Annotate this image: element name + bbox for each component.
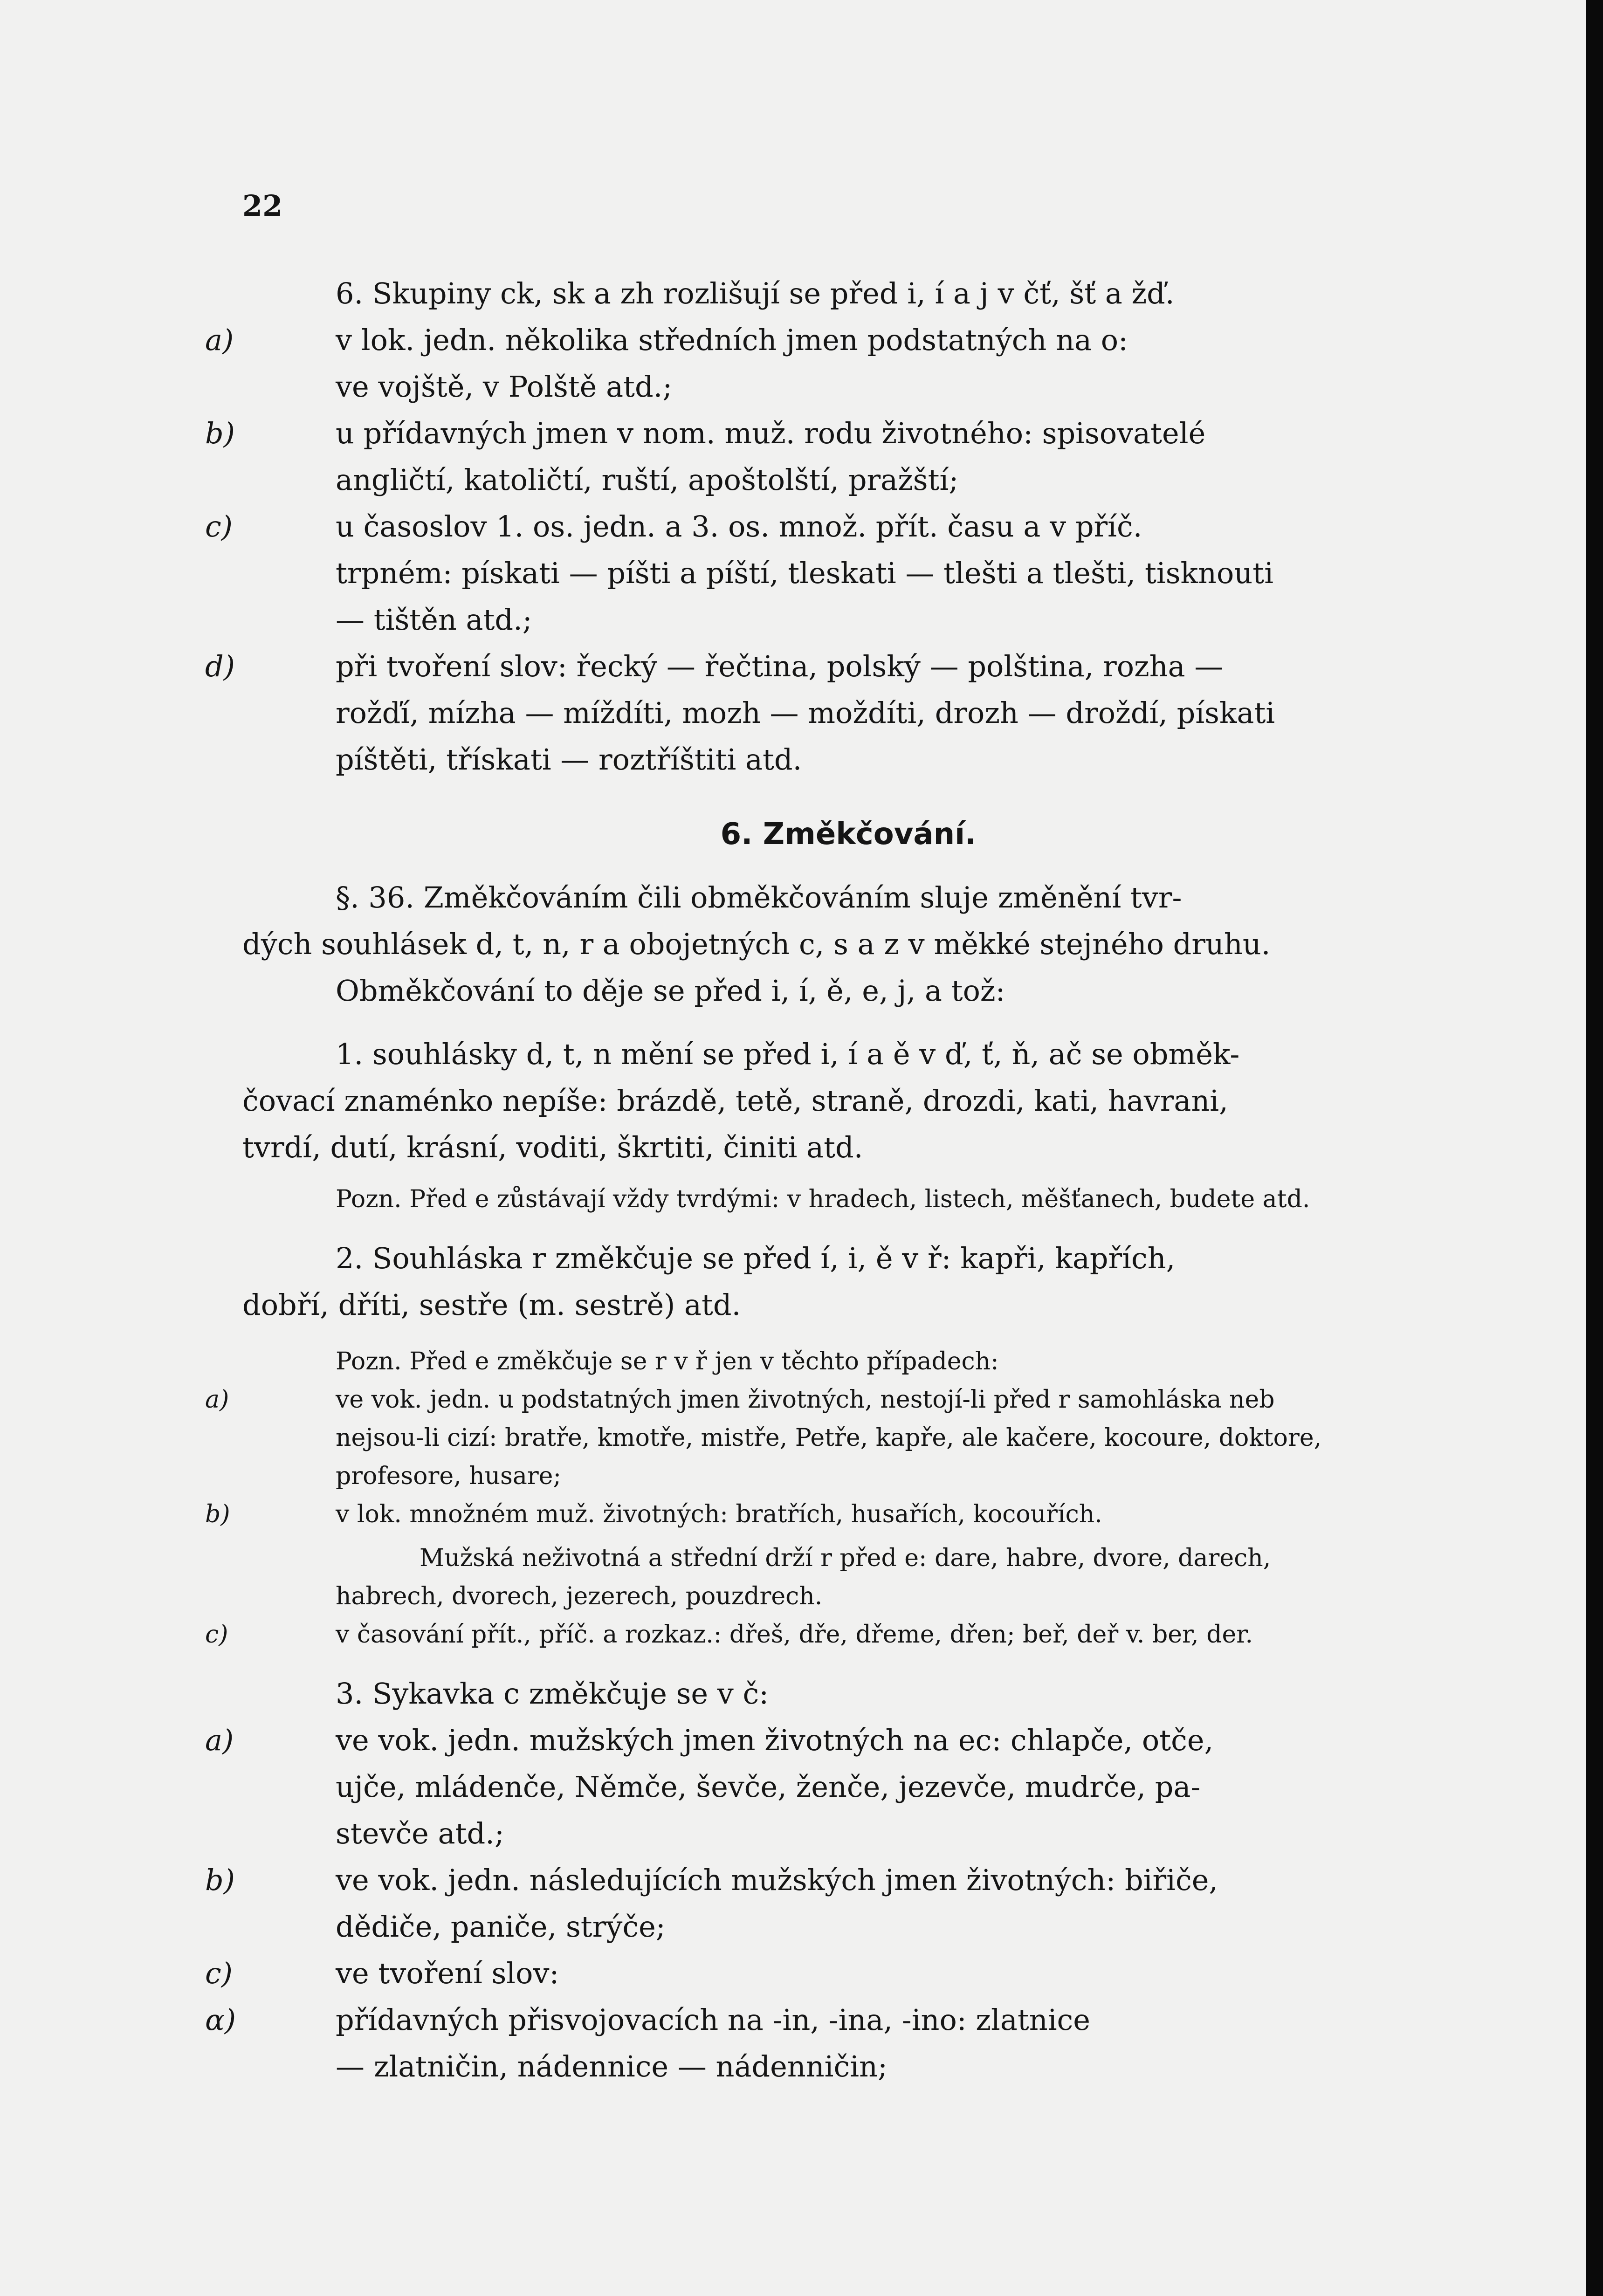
text-line: ve vok. jedn. následujících mužských jmen životných: biřiče, — [336, 1863, 1218, 1897]
text-line: čovací znaménko nepíše: brázdě, tetě, straně, drozdi, kati, havrani, — [242, 1084, 1228, 1118]
text-line: 6. Skupiny ck, sk a zh rozlišují se před i, í a j v čť, šť a žď. — [336, 276, 1175, 310]
note-2 — [205, 1342, 1454, 1654]
point-2 — [242, 1235, 1454, 1328]
text-line: Pozn. Před e zůstávají vždy tvrdými: v hradech, listech, měšťanech, budete atd. — [336, 1185, 1310, 1213]
list-item — [205, 1950, 1454, 1997]
list-item — [205, 410, 1454, 503]
text-line: habrech, dvorech, jezerech, pouzdrech. — [336, 1582, 823, 1610]
text-line: dobří, dříti, sestře (m. sestrě) atd. — [242, 1288, 741, 1322]
list-marker: c) — [205, 1621, 228, 1649]
text-line: dých souhlásek d, t, n, r a obojetných c, s a z v měkké stejného druhu. — [242, 927, 1271, 961]
list-item — [205, 643, 1454, 783]
text-line: stevče atd.; — [336, 1816, 504, 1850]
text-line: v časování přít., příč. a rozkaz.: dřeš, dře, dřeme, dřen; beř, deř v. ber, der. — [336, 1621, 1253, 1649]
text-line: tvrdí, dutí, krásní, voditi, škrtiti, činiti atd. — [242, 1130, 863, 1164]
text-line: v lok. množném muž. životných: bratřích, husařích, kocouřích. — [336, 1500, 1102, 1528]
list-marker: a) — [205, 1386, 229, 1414]
text-line: profesore, husare; — [336, 1462, 561, 1490]
list-marker: d) — [205, 649, 235, 683]
text-line: dědiče, paniče, strýče; — [336, 1910, 666, 1944]
text-line: 1. souhlásky d, t, n mění se před i, í a ě v ď, ť, ň, ač se obměk- — [336, 1037, 1240, 1071]
paragraph-36 — [242, 874, 1454, 968]
page-text — [205, 270, 1454, 2090]
note-extra — [242, 1539, 1454, 1615]
text-line: — zlatničin, nádennice — nádenničin; — [336, 2049, 887, 2083]
text-line: ve tvoření slov: — [336, 1956, 559, 1990]
text-line: angličtí, katoličtí, ruští, apoštolští, pražští; — [336, 463, 959, 497]
section-6-intro — [242, 270, 1454, 317]
text-line: — tištěn atd.; — [336, 603, 532, 637]
text-line: ujče, mládenče, Němče, ševče, ženče, jezevče, mudrče, pa- — [336, 1770, 1201, 1804]
list-marker: α) — [205, 2003, 236, 2037]
text-line: Obměkčování to děje se před i, í, ě, e, j, a tož: — [336, 974, 1005, 1008]
list-marker: b) — [205, 1863, 235, 1897]
list-marker: b) — [205, 1500, 230, 1528]
text-line: ve vok. jedn. u podstatných jmen životných, nestojí-li před r samohláska neb — [336, 1386, 1275, 1414]
note-1 — [242, 1180, 1454, 1218]
text-line: v lok. jedn. několika středních jmen podstatných na o: — [336, 323, 1128, 357]
text-line: při tvoření slov: řecký — řečtina, polský — polština, rozha — — [336, 649, 1224, 683]
list-marker: b) — [205, 416, 235, 450]
sub-list-item — [205, 1997, 1454, 2090]
page-number: 22 — [242, 189, 283, 223]
text-line: §. 36. Změkčováním čili obměkčováním sluje změnění tvr- — [336, 880, 1182, 914]
point-3 — [205, 1670, 1454, 2090]
list-marker: a) — [205, 1723, 234, 1757]
text-line: nejsou-li cizí: bratře, kmotře, mistře, Petře, kapře, ale kačere, kocoure, doktore, — [336, 1424, 1322, 1452]
text-line: u přídavných jmen v nom. muž. rodu životného: spisovatelé — [336, 416, 1206, 450]
text-line: ve vojště, v Polště atd.; — [336, 370, 673, 404]
list-marker: c) — [205, 509, 233, 543]
paragraph-intro — [242, 968, 1454, 1014]
point-1 — [242, 1031, 1454, 1171]
list-item — [205, 1857, 1454, 1950]
text-line: přídavných přisvojovacích na -in, -ina, -ino: zlatnice — [336, 2003, 1090, 2037]
list-item — [205, 503, 1454, 643]
list-marker: c) — [205, 1956, 233, 1990]
section-heading: 6. Změkčování. — [720, 817, 977, 852]
text-line: 2. Souhláska r změkčuje se před í, i, ě v ř: kapři, kapřích, — [336, 1241, 1176, 1275]
text-line: trpném: pískati — píšti a píští, tleskati — tlešti a tlešti, tisknouti — [336, 556, 1274, 590]
note-item — [205, 1495, 1454, 1533]
text-line: 3. Sykavka c změkčuje se v č: — [336, 1677, 769, 1711]
note-item — [205, 1381, 1454, 1495]
list-item — [205, 317, 1454, 410]
list-marker: a) — [205, 323, 234, 357]
note-item — [205, 1615, 1454, 1654]
list-item — [205, 1717, 1454, 1857]
text-line: Mužská neživotná a střední drží r před e: dare, habre, dvore, darech, — [420, 1544, 1271, 1572]
text-line: u časoslov 1. os. jedn. a 3. os. množ. přít. času a v příč. — [336, 509, 1142, 543]
text-line: rožďí, mízha — míždíti, mozh — moždíti, drozh — droždí, pískati — [336, 696, 1275, 730]
text-line: píštěti, třískati — roztříštiti atd. — [336, 742, 802, 777]
text-line: Pozn. Před e změkčuje se r v ř jen v těchto případech: — [336, 1347, 999, 1375]
text-line: ve vok. jedn. mužských jmen životných na ec: chlapče, otče, — [336, 1723, 1214, 1757]
